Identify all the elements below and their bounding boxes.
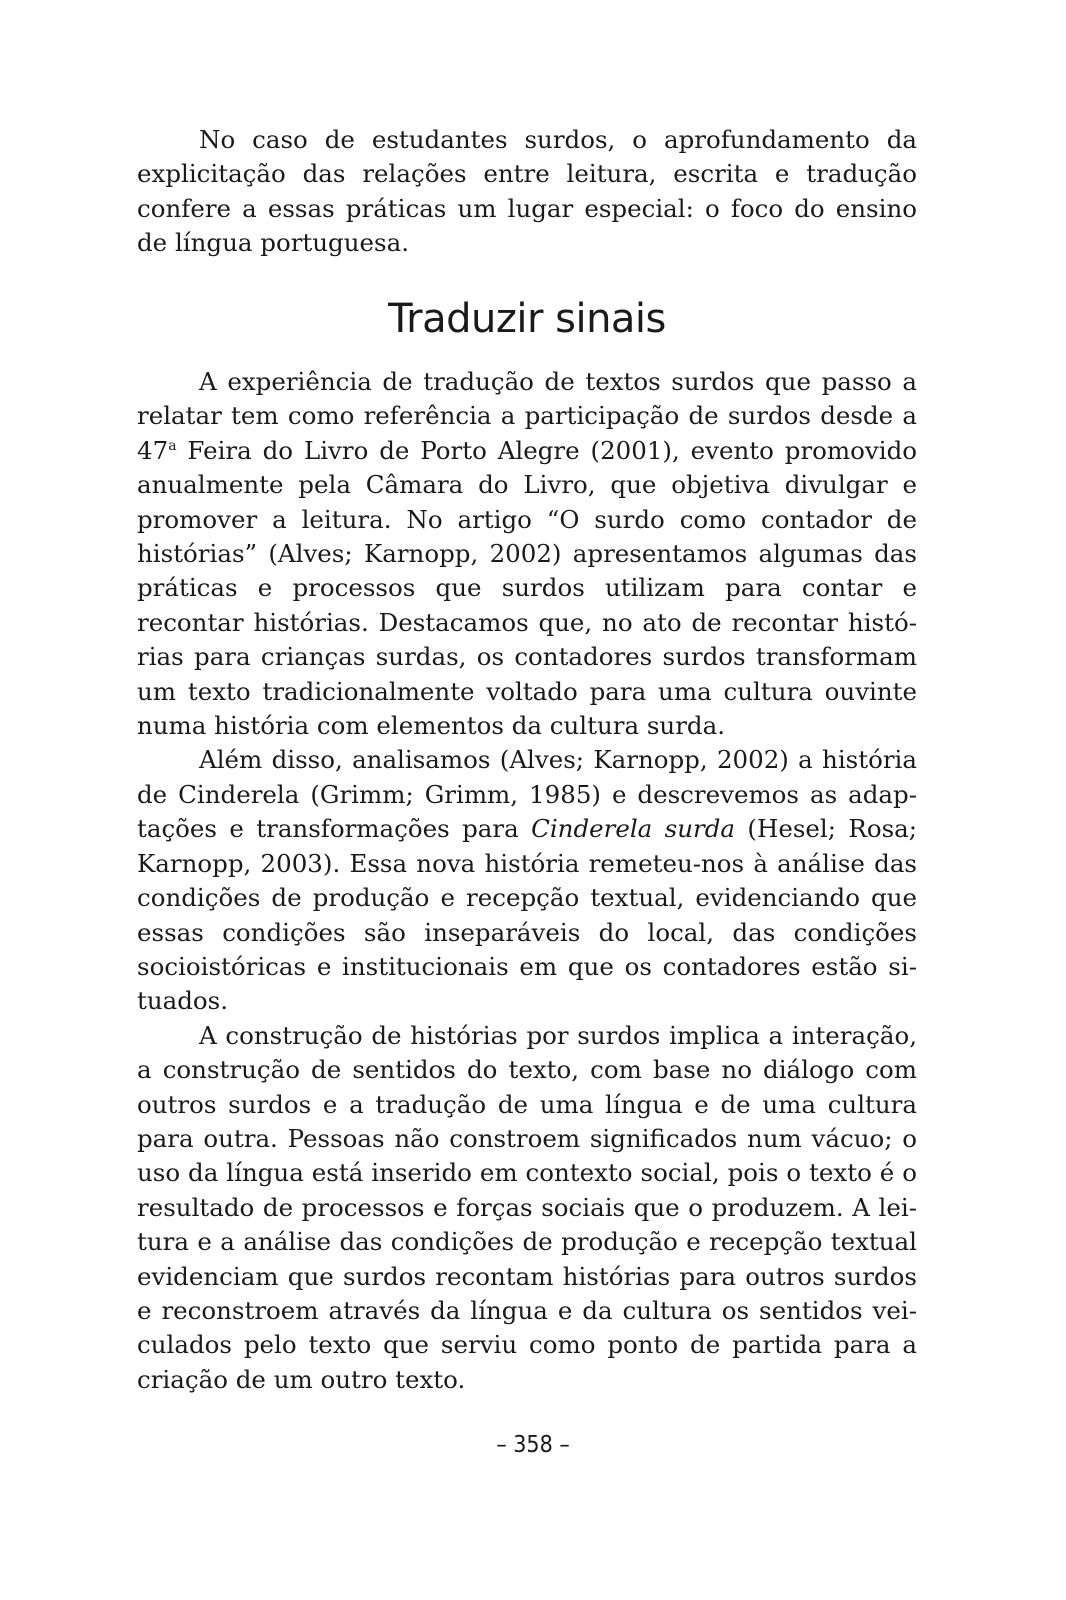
paragraph-1-text-b: Feira do Livro de Porto Alegre (2001), evento promovido anualmente pela Câmara do Livro, que objetiva divulgar e promover a leitura. No artigo “O surdo como contador de histórias” (Alves; Karnopp, 2002) apresentamos algumas das práticas e processos que surdos utilizam para contar e recontar histórias. Destacamos que, no ato de recontar histórias para crianças surdas, os contadores surdos transformam um texto tradicionalmente voltado para uma cultura ouvinte numa história com elementos da cultura surda.	[137, 435, 917, 741]
paragraph-2-text-b: (Hesel; Rosa; Karnopp, 2003). Essa nova história remeteu-nos à análise das condições de produção e recepção textual, evidenciando que essas condições são inseparáveis do local, das condições socioistóricas e institucionais em que os contadores estão situados.	[137, 814, 917, 1016]
intro-text	[137, 123, 917, 261]
body-paragraph-1	[137, 365, 917, 743]
book-title-italic: Cinderela surda	[531, 814, 736, 844]
ordinal-superscript: a	[168, 437, 177, 454]
page-number: – 358 –	[496, 1432, 570, 1458]
intro-paragraph: No caso de estudantes surdos, o aprofundamento da explicitação das relações entre leitura, escrita e tradução confere a essas práticas um lugar especial: o foco do ensino de língua portuguesa.	[137, 125, 917, 258]
body-paragraph-3: A construção de histórias por surdos implica a interação, a construção de sentidos do texto, com base no diálogo com outros surdos e a tradução de uma língua e de uma cultura para outra. Pessoas não constroem significados num vácuo; o uso da língua está inserido em contexto social, pois o texto é o resultado de processos e forças sociais que o produzem. A leitura e a análise das condições de produção e recepção textual evidenciam que surdos recontam histórias para outros surdos e reconstroem através da língua e da cultura os sentidos veiculados pelo texto que serviu como ponto de partida para a criação de um outro texto.	[137, 1020, 917, 1394]
paragraph-1-text-a: A experiência de tradução de textos surdos que passo a relatar tem como referência a participação de surdos desde a 47	[137, 367, 917, 465]
section-heading: Traduzir sinais	[388, 296, 666, 342]
section-body	[137, 365, 917, 1397]
paragraph-2-text-a: Além disso, analisamos (Alves; Karnopp, 2002) a história de Cinderela (Grimm; Grimm, 1985) e descrevemos as adaptações e transformações para	[137, 745, 917, 844]
body-paragraph-2	[137, 743, 917, 1018]
